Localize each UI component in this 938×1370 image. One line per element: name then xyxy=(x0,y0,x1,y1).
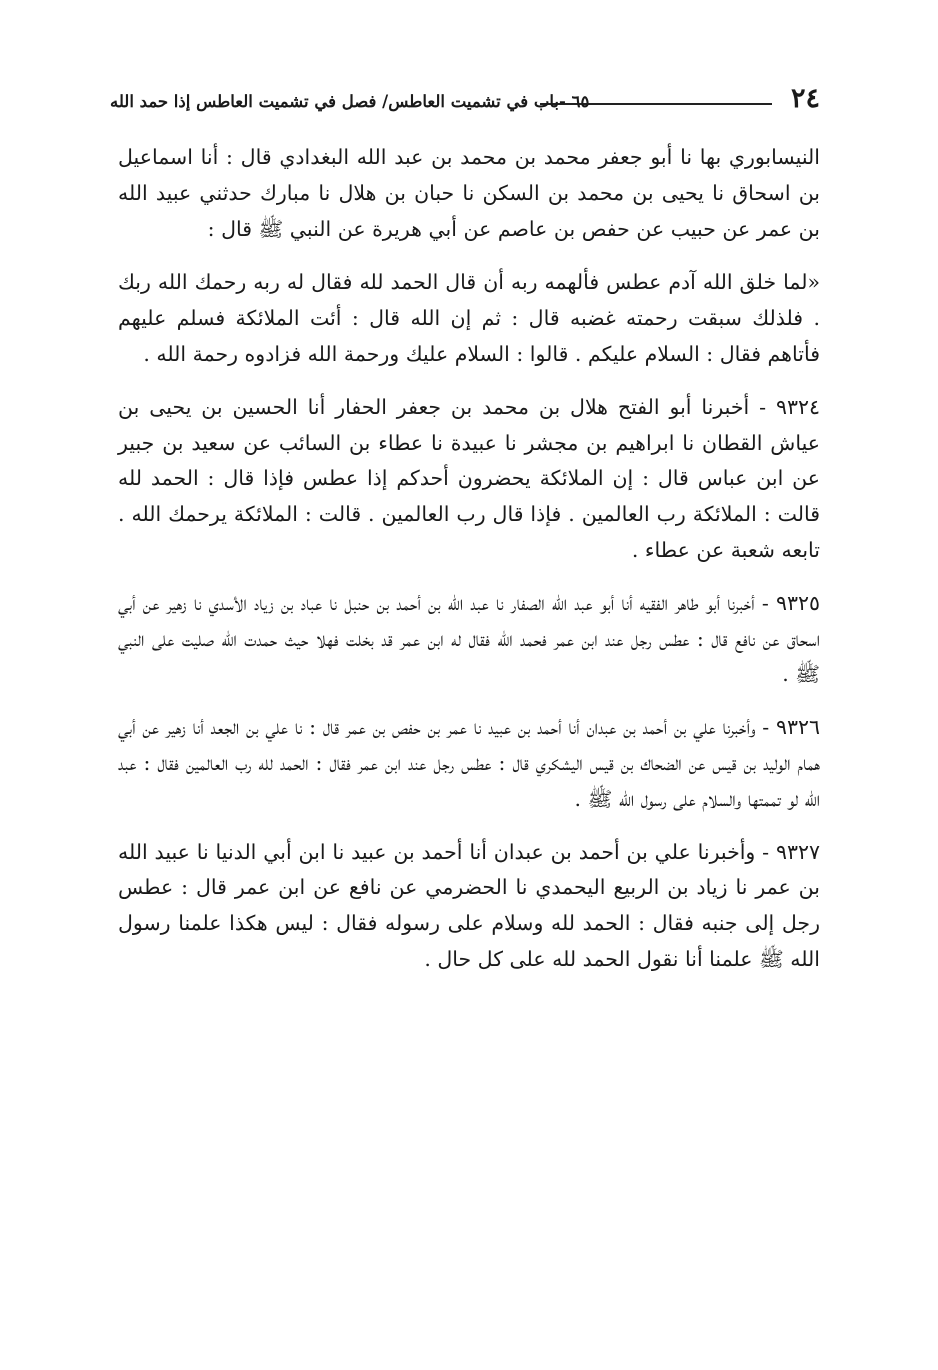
main-text xyxy=(118,140,820,995)
hadith-number: ٩٣٢٥ xyxy=(775,590,820,615)
paragraph-hadith-9327 xyxy=(118,835,820,978)
hadith-number: ٩٣٢٤ xyxy=(775,394,820,419)
hadith-number: ٩٣٢٧ xyxy=(775,839,820,864)
hadith-number: ٩٣٢٦ xyxy=(775,715,820,740)
paragraph-text: - أخبرنا أبو طاهر الفقيه أنا أبو عبد الله الصفار نا عبد الله بن أحمد بن حنبل نا عباد بن زياد الأسدي نا زهير عن أبي اسحاق عن نافع قال : عطس رجل عند ابن عمر فحمد الله فقال له ابن عمر قد بخلت فهلا حيث حمدت الله صليت على النبي ﷺ . xyxy=(118,590,820,687)
paragraph-text: «لما خلق الله آدم عطس فألهمه ربه أن قال الحمد لله فقال له ربه رحمك الله ربك . فلذلك سبقت رحمته غضبه قال : ثم إن الله قال : أئت الملائكة فسلم عليهم فأتاهم فقال : السلام عليكم . قالوا : السلام عليك ورحمة الله فزادوه رحمة الله . xyxy=(118,270,820,366)
paragraph-text: النيسابوري بها نا أبو جعفر محمد بن محمد بن عبد الله البغدادي قال : أنا اسماعيل بن اسحاق نا يحيى بن محمد بن السكن نا حبان بن هلال نا مبارك حدثني عبيد الله بن عمر عن حبيب عن حفص بن عاصم عن أبي هريرة عن النبي ﷺ قال : xyxy=(118,145,820,241)
paragraph-text: - وأخبرنا علي بن أحمد بن عبدان أنا أحمد بن عبيد نا عمر بن حفص بن عمر قال : نا علي بن الجعد أنا زهير عن أبي همام الوليد بن قيس عن الضحاك بن قيس اليشكري قال : عطس رجل عند ابن عمر فقال : الحمد لله رب العالمين فقال : عبد الله لو تممتها والسلام على رسول الله ﷺ . xyxy=(118,715,820,811)
paragraph-hadith-9326 xyxy=(118,710,820,817)
paragraph-text: - وأخبرنا علي بن أحمد بن عبدان أنا أحمد بن عبيد نا ابن أبي الدنيا نا عبيد الله بن عمر نا زياد بن الربيع اليحمدي نا الحضرمي عن نافع عن ابن عمر قال : عطس رجل إلى جنبه فقال : الحمد لله وسلام على رسوله فقال : ليس هكذا علمنا رسول الله ﷺ علمنا أنا نقول الحمد لله على كل حال . xyxy=(118,839,820,971)
running-title: ٦٥ -باب في تشميت العاطس/ فصل في تشميت العاطس إذا حمد الله xyxy=(110,92,590,111)
paragraph-hadith-9325 xyxy=(118,586,820,693)
paragraph-hadith-text xyxy=(118,265,820,372)
paragraph-hadith-9324 xyxy=(118,390,820,569)
page-number: ٢٤ xyxy=(790,83,820,114)
paragraph-isnad-continuation xyxy=(118,140,820,247)
paragraph-text: - أخبرنا أبو الفتح هلال بن محمد بن جعفر الحفار أنا الحسين بن يحيى بن عياش القطان نا ابراهيم بن مجشر نا عبيدة نا عطاء بن السائب عن سعيد بن جبير عن ابن عباس قال : إن الملائكة يحضرون أحدكم إذا عطس فإذا قال : الحمد لله قالت : الملائكة رب العالمين . فإذا قال رب العالمين . قالت : الملائكة يرحمك الله . تابعه شعبة عن عطاء . xyxy=(118,394,820,562)
page-header xyxy=(110,84,820,118)
